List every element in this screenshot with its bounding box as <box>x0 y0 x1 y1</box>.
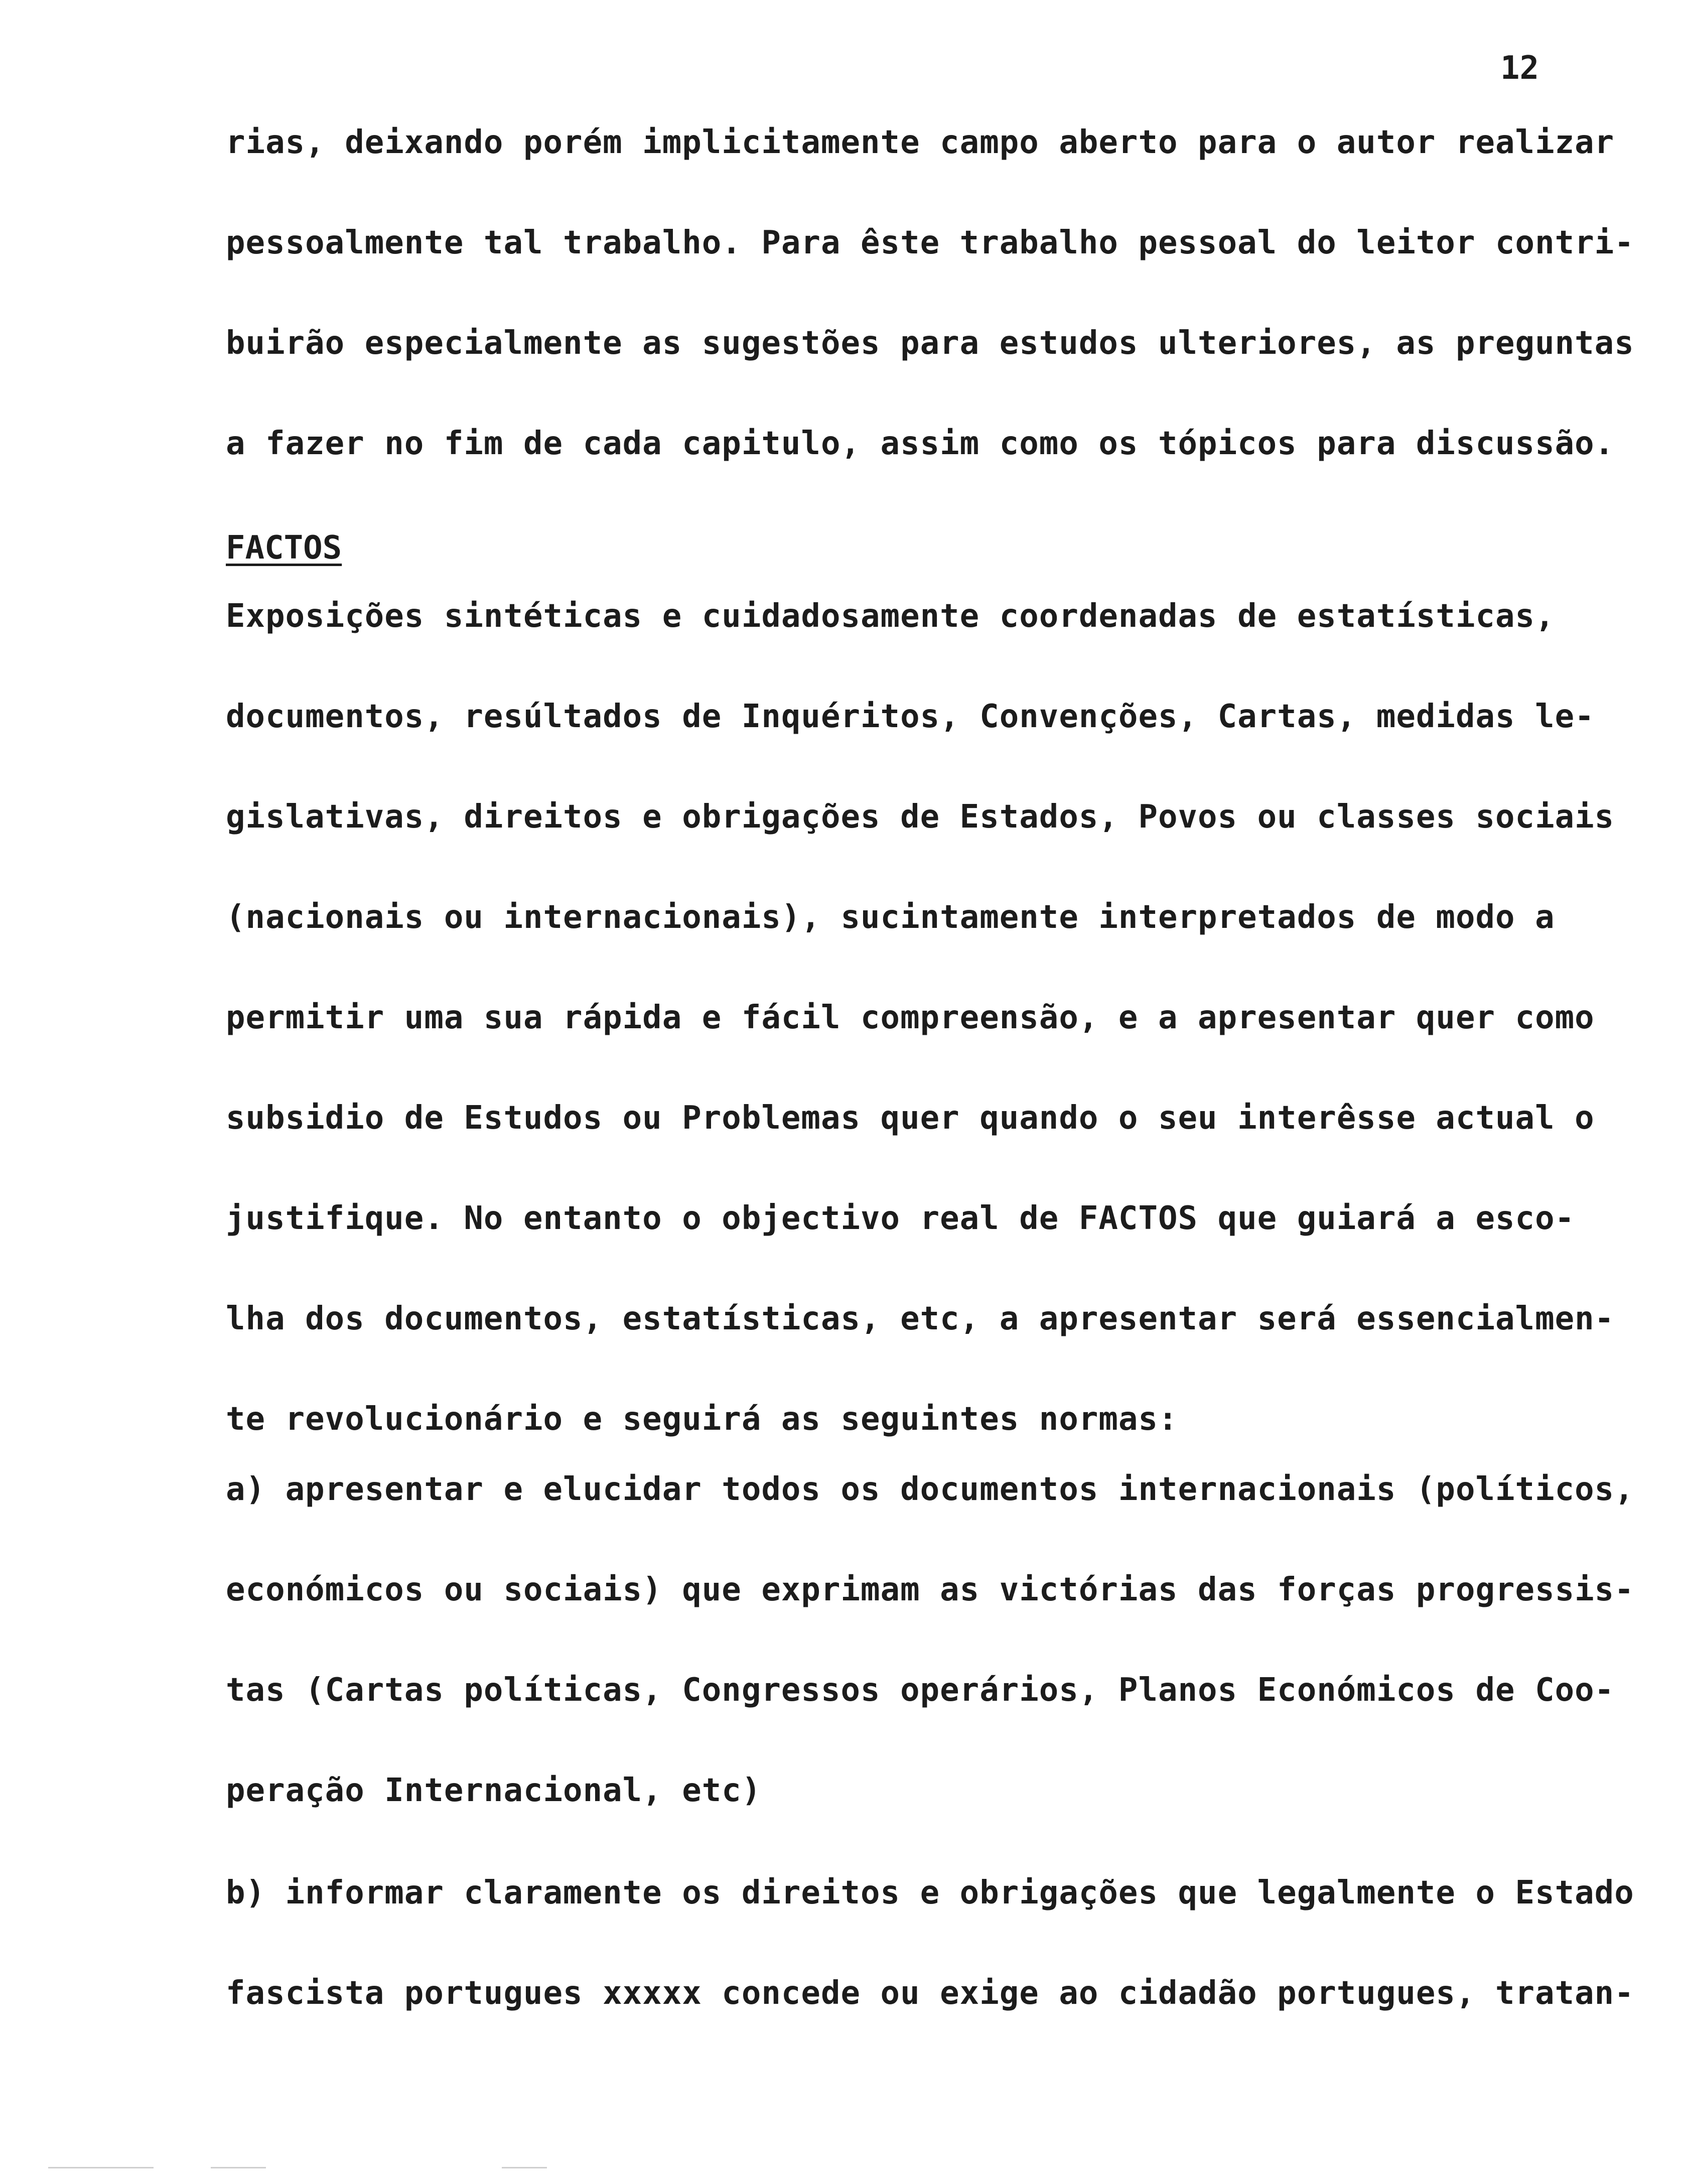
list-item-b-line: fascista portugues xxxxx concede ou exige ao cidadão portugues, tratan- <box>226 1975 1634 2012</box>
text-line: Exposições sintéticas e cuidadosamente coordenadas de estatísticas, <box>226 598 1555 635</box>
text-line: justifique. No entanto o objectivo real de FACTOS que guiará a esco- <box>226 1200 1575 1237</box>
text-line: rias, deixando porém implicitamente campo aberto para o autor realizar <box>226 124 1615 161</box>
page-number: 12 <box>1500 50 1539 87</box>
text-line: lha dos documentos, estatísticas, etc, a apresentar será essencialmen- <box>226 1300 1615 1337</box>
list-item-a-line: a) apresentar e elucidar todos os documentos internacionais (políticos, <box>226 1471 1634 1508</box>
text-line: te revolucionário e seguirá as seguintes normas: <box>226 1401 1178 1438</box>
scan-edge-mark <box>211 2167 266 2168</box>
text-line: buirão especialmente as sugestões para estudos ulteriores, as preguntas <box>226 325 1634 362</box>
text-line: permitir uma sua rápida e fácil compreensão, e a apresentar quer como <box>226 999 1595 1036</box>
list-item-b-line: b) informar claramente os direitos e obrigações que legalmente o Estado <box>226 1874 1634 1912</box>
text-line: gislativas, direitos e obrigações de Estados, Povos ou classes sociais <box>226 798 1615 836</box>
list-item-a-line: tas (Cartas políticas, Congressos operários, Planos Económicos de Coo- <box>226 1672 1615 1709</box>
text-line: a fazer no fim de cada capitulo, assim como os tópicos para discussão. <box>226 425 1615 462</box>
text-line: pessoalmente tal trabalho. Para êste trabalho pessoal do leitor contri- <box>226 224 1634 261</box>
text-line: (nacionais ou internacionais), sucintamente interpretados de modo a <box>226 899 1555 936</box>
list-item-a-line: peração Internacional, etc) <box>226 1772 762 1809</box>
text-line: documentos, resúltados de Inquéritos, Convenções, Cartas, medidas le- <box>226 698 1595 735</box>
scan-edge-mark <box>48 2167 154 2168</box>
text-line: subsidio de Estudos ou Problemas quer quando o seu interêsse actual o <box>226 1100 1595 1137</box>
scan-edge-mark <box>502 2167 547 2168</box>
section-heading: FACTOS <box>226 529 342 567</box>
list-item-a-line: económicos ou sociais) que exprimam as victórias das forças progressis- <box>226 1571 1634 1608</box>
